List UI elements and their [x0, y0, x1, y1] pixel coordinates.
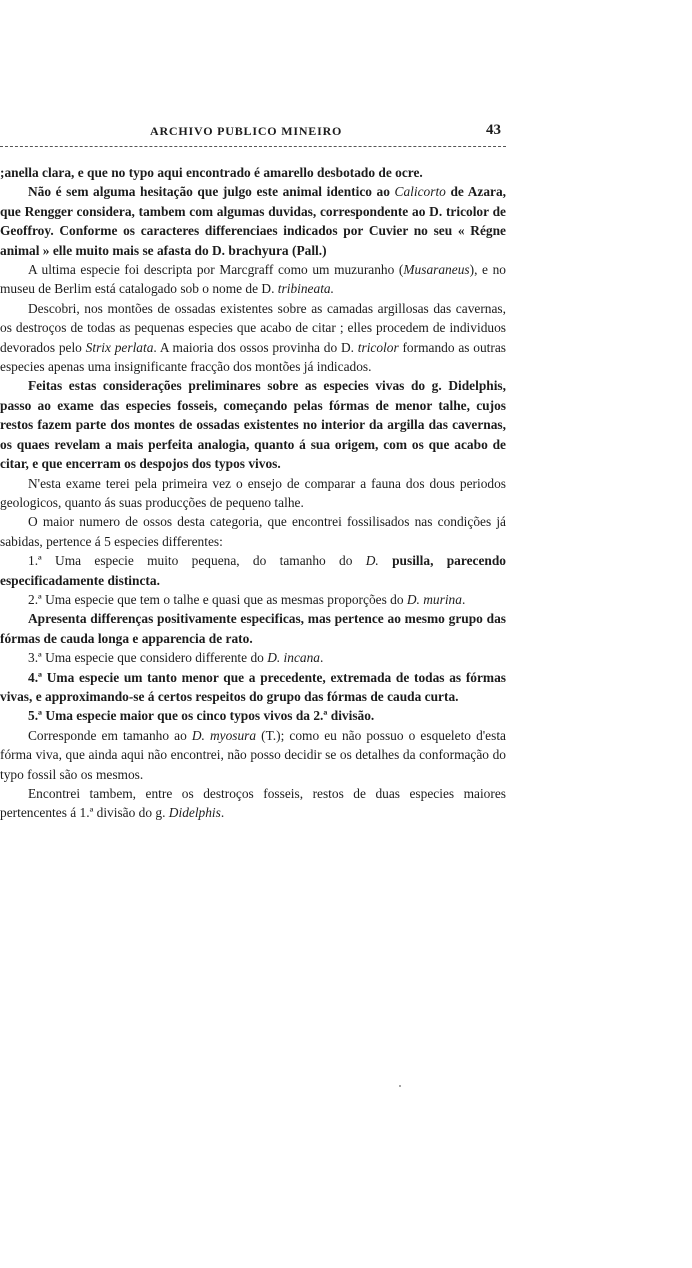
- paragraph-11: [0, 648, 506, 667]
- running-head: ARCHIVO PUBLICO MINEIRO: [150, 124, 343, 138]
- text-run: Feitas estas considerações preliminares sobre as especies vivas do g. Didelphis, passo ao exame das especies fosseis, começando pelas fórmas de menor talhe, cujos restos fazem parte dos montes de ossadas existentes no interior da argilla das cavernas, os quaes revelam a mais perfeita analogia, quanto á sua origem, com os que acabo de citar, e que encerram os despojos dos typos vivos.: [0, 378, 506, 472]
- text-run: . A maioria dos ossos provinha do D.: [153, 339, 358, 355]
- paragraph-3: [0, 260, 506, 299]
- header-rule: [0, 146, 506, 147]
- text-run: Musaraneus: [403, 262, 470, 278]
- text-run: de Azara, que Rengger considera, tambem com algumas duvidas, correspondente ao D. tricolor de Geoffroy. Conforme os caracteres differenciaes indicados por Cuvier no seu « Régne animal » elle muito mais se afasta do D. brachyura (Pall.): [0, 184, 506, 258]
- text-run: .: [320, 650, 324, 666]
- print-speck: [399, 1085, 401, 1087]
- paragraph-2: [0, 182, 506, 260]
- paragraph-15: [0, 784, 506, 823]
- paragraph-1: [0, 163, 506, 182]
- text-run: 1.ª Uma especie muito pequena, do tamanho do: [28, 553, 366, 569]
- paragraph-10: [0, 609, 506, 648]
- paragraph-9: [0, 590, 506, 609]
- text-run: Apresenta differenças positivamente especificas, mas pertence ao mesmo grupo das fórmas de cauda longa e apparencia de rato.: [0, 611, 506, 646]
- text-run: (T.); como eu não possuo o esqueleto d'esta fórma viva, que ainda aqui não encontrei, não posso decidir se os detalhes da conformação do typo fossil são os mesmos.: [0, 727, 506, 782]
- text-run: O maior numero de ossos desta categoria, que encontrei fossilisados nas condições já sabidas, pertence á 5 especies differentes:: [0, 514, 506, 549]
- paragraph-7: [0, 512, 506, 551]
- text-run: Descobri, nos montões de ossadas existentes sobre as camadas argillosas das cavernas, os destroços de todas as pequenas especies que acabo de citar ; elles procedem de individuos devorados pelo: [0, 300, 506, 355]
- text-run: D. incana: [267, 650, 320, 666]
- text-run: 2.ª Uma especie que tem o talhe e quasi que as mesmas proporções do: [28, 591, 407, 607]
- text-run: 5.ª Uma especie maior que os cinco typos vivos da 2.ª divisão.: [28, 708, 375, 724]
- text-run: Corresponde em tamanho ao: [28, 727, 192, 743]
- paragraph-12: [0, 668, 506, 707]
- text-run: .: [461, 591, 466, 607]
- page-number: 43: [486, 122, 501, 138]
- text-run: D. myosura: [191, 727, 257, 743]
- text-run: D.: [365, 553, 379, 569]
- text-run: N'esta exame terei pela primeira vez o ensejo de comparar a fauna dos dous periodos geologicos, quanto ás suas producções de pequeno talhe.: [0, 475, 506, 510]
- text-run: A ultima especie foi descripta por Marcgraff como um muzuranho (: [28, 262, 404, 278]
- text-run: D. murina: [406, 591, 462, 607]
- text-run: ;anella clara, e que no typo aqui encontrado é amarello desbotado de ocre.: [0, 165, 423, 180]
- text-run: ), e no museu de Berlim está catalogado sob o nome de D.: [0, 262, 506, 297]
- text-run: 4.ª Uma especie um tanto menor que a precedente, extremada de todas as fórmas vivas, e approximando-se á certos respeitos do grupo das fórmas de cauda curta.: [0, 669, 506, 704]
- text-run: formando as outras especies apenas uma insignificante fracção dos montões já indicados.: [0, 339, 506, 375]
- text-run: pusilla, parecendo especificadamente distincta.: [0, 553, 506, 588]
- paragraph-8: [0, 551, 506, 590]
- text-run: Não é sem alguma hesitação que julgo este animal identico ao: [28, 184, 395, 200]
- text-run: Strix perlata: [85, 339, 154, 355]
- text-run: Didelphis: [168, 805, 221, 821]
- paragraph-14: [0, 726, 506, 784]
- text-run: Encontrei tambem, entre os destroços fosseis, restos de duas especies maiores pertencentes á 1.ª divisão do g.: [0, 786, 506, 821]
- text-run: .: [220, 805, 225, 821]
- page-header: [0, 122, 510, 142]
- text-run: tribineata.: [277, 281, 334, 297]
- text-run: tricolor: [357, 339, 399, 355]
- paragraph-4: [0, 299, 506, 377]
- paragraph-13: [0, 706, 506, 725]
- text-run: 3.ª Uma especie que considero differente do: [28, 650, 268, 666]
- paragraph-6: [0, 474, 506, 513]
- paragraph-5: [0, 376, 506, 473]
- text-run: Calicorto: [394, 184, 446, 200]
- body-text: [0, 163, 506, 823]
